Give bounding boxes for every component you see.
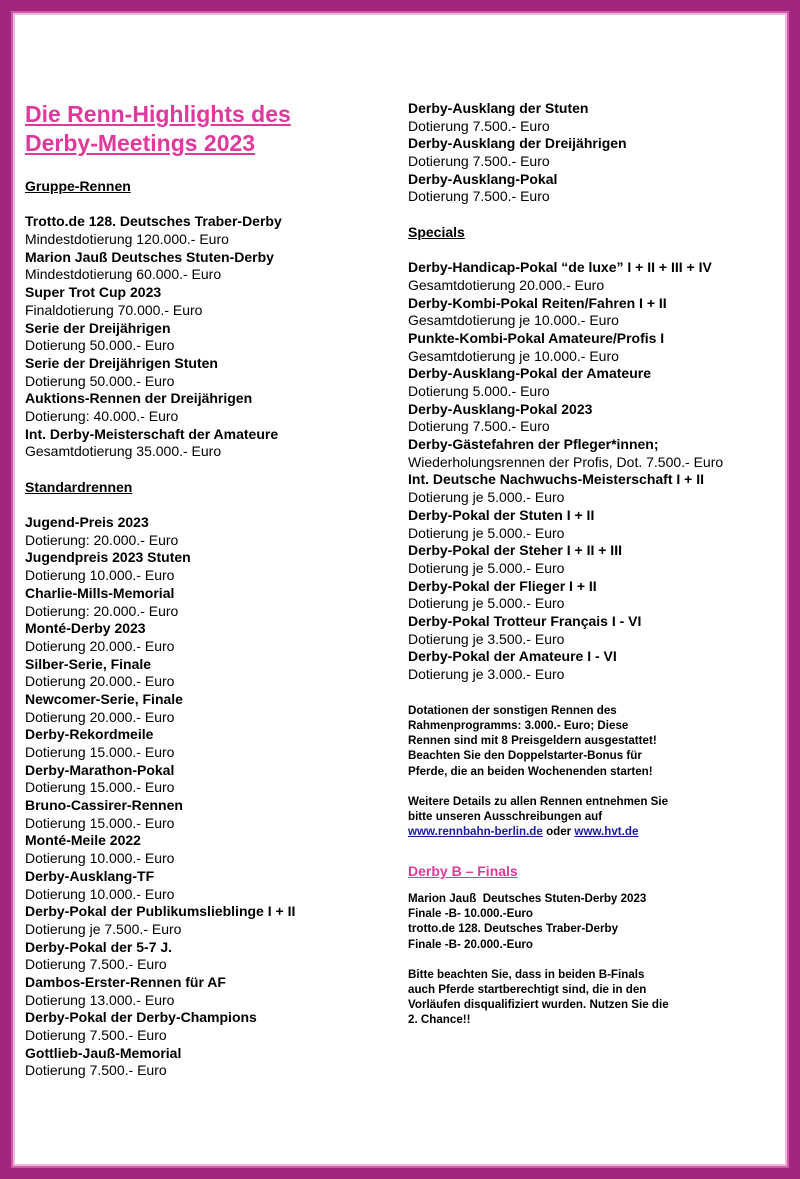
race-name: Jugendpreis 2023 Stuten bbox=[25, 549, 191, 566]
race-prize: Gesamtdotierung 35.000.- Euro bbox=[25, 443, 222, 460]
race-prize: Mindestdotierung 60.000.- Euro bbox=[25, 266, 222, 283]
race-entry bbox=[408, 401, 768, 436]
race-entry bbox=[25, 726, 385, 761]
race-prize: Dotierung 20.000.- Euro bbox=[25, 708, 175, 725]
race-name: Super Trot Cup 2023 bbox=[25, 284, 162, 301]
race-prize: Dotierung 15.000.- Euro bbox=[25, 814, 175, 831]
race-prize: Gesamtdotierung je 10.000.- Euro bbox=[408, 312, 619, 329]
race-entry bbox=[408, 542, 768, 577]
continued-race-list bbox=[408, 100, 768, 206]
race-prize: Dotierung 13.000.- Euro bbox=[25, 991, 175, 1008]
race-entry bbox=[408, 507, 768, 542]
race-name: Int. Derby-Meisterschaft der Amateure bbox=[25, 425, 279, 442]
standard-heading: Standardrennen bbox=[25, 478, 133, 495]
standard-race-list bbox=[25, 514, 385, 1080]
race-entry bbox=[25, 320, 385, 355]
race-entry bbox=[25, 939, 385, 974]
race-entry bbox=[25, 355, 385, 390]
race-prize: Dotierung 5.000.- Euro bbox=[408, 383, 550, 399]
race-entry bbox=[25, 1009, 385, 1044]
race-prize: Dotierung 10.000.- Euro bbox=[25, 850, 175, 867]
race-entry bbox=[25, 903, 385, 938]
race-name: Serie der Dreijährigen bbox=[25, 319, 171, 336]
race-name: Gottlieb-Jauß-Memorial bbox=[25, 1044, 182, 1061]
race-entry bbox=[25, 390, 385, 425]
page-title bbox=[25, 100, 385, 158]
bfinals-lines: Marion Jauß Deutsches Stuten-Derby 2023 Finale -B- 10.000.-Euro trotto.de 128. Deutsches Traber-Derby Finale -B- 20.000.-Euro bbox=[408, 892, 647, 951]
race-entry bbox=[25, 585, 385, 620]
race-name: Charlie-Mills-Memorial bbox=[25, 584, 175, 601]
race-entry bbox=[25, 974, 385, 1009]
title-line-2: Derby-Meetings 2023 bbox=[25, 130, 256, 156]
race-prize: Dotierung: 40.000.- Euro bbox=[25, 407, 179, 424]
race-name: Serie der Dreijährigen Stuten bbox=[25, 354, 218, 371]
race-name: Int. Deutsche Nachwuchs-Meisterschaft I + II bbox=[408, 471, 705, 488]
race-name: Auktions-Rennen der Dreijährigen bbox=[25, 390, 253, 407]
race-name: Bruno-Cassirer-Rennen bbox=[25, 797, 183, 814]
race-name: Marion Jauß Deutsches Stuten-Derby bbox=[25, 248, 274, 265]
race-name: Derby-Ausklang-Pokal bbox=[408, 170, 558, 187]
race-name: Derby-Pokal der Stuten I + II bbox=[408, 506, 595, 523]
race-name: Derby-Pokal der Amateure I - VI bbox=[408, 648, 617, 665]
race-name: Derby-Pokal der Derby-Champions bbox=[25, 1009, 257, 1026]
race-prize: Dotierung 7.500.- Euro bbox=[408, 153, 550, 170]
race-prize: Dotierung: 20.000.- Euro bbox=[25, 531, 179, 548]
race-entry bbox=[408, 330, 768, 365]
gruppe-heading: Gruppe-Rennen bbox=[25, 178, 131, 194]
race-prize: Dotierung je 5.000.- Euro bbox=[408, 559, 565, 576]
race-name: Derby-Ausklang der Stuten bbox=[408, 100, 589, 116]
race-entry bbox=[25, 620, 385, 655]
race-prize: Dotierung 50.000.- Euro bbox=[25, 372, 175, 389]
race-prize: Mindestdotierung 120.000.- Euro bbox=[25, 231, 229, 248]
race-name: Derby-Pokal der Flieger I + II bbox=[408, 577, 597, 594]
left-column bbox=[25, 100, 385, 1080]
race-entry bbox=[408, 171, 768, 206]
race-prize: Dotierung 15.000.- Euro bbox=[25, 744, 175, 760]
race-name: Derby-Ausklang-Pokal der Amateure bbox=[408, 365, 651, 382]
race-name: Punkte-Kombi-Pokal Amateure/Profis I bbox=[408, 329, 665, 346]
race-prize: Gesamtdotierung je 10.000.- Euro bbox=[408, 347, 619, 364]
title-line-1: Die Renn-Highlights des bbox=[25, 101, 291, 127]
race-entry bbox=[25, 832, 385, 867]
race-name: Derby-Pokal der Publikumslieblinge I + II bbox=[25, 903, 296, 920]
race-name: Derby-Ausklang-Pokal 2023 bbox=[408, 400, 593, 417]
race-prize: Dotierung 7.500.- Euro bbox=[25, 1062, 167, 1079]
race-prize: Dotierung 10.000.- Euro bbox=[25, 885, 175, 902]
bfinals-note: Bitte beachten Sie, dass in beiden B-Finals auch Pferde startberechtigt sind, die in den Vorläufen disqualifiziert wurden. Nutzen Sie die 2. Chance!! bbox=[408, 967, 669, 1027]
rennbahn-berlin-link[interactable]: www.rennbahn-berlin.de bbox=[408, 825, 543, 839]
race-name: Derby-Marathon-Pokal bbox=[25, 761, 175, 778]
race-entry bbox=[408, 135, 768, 170]
race-entry bbox=[408, 259, 768, 294]
race-prize: Dotierung je 5.000.- Euro bbox=[408, 489, 565, 506]
race-entry bbox=[25, 284, 385, 319]
race-name: Silber-Serie, Finale bbox=[25, 655, 152, 672]
race-name: Derby-Pokal der Steher I + II + III bbox=[408, 542, 622, 559]
race-name: Derby-Rekordmeile bbox=[25, 726, 154, 743]
specials-race-list bbox=[408, 259, 768, 684]
race-prize: Wiederholungsrennen der Profis, Dot. 7.500.- Euro bbox=[408, 453, 724, 470]
race-prize: Dotierung 20.000.- Euro bbox=[25, 637, 175, 654]
race-prize: Gesamtdotierung 20.000.- Euro bbox=[408, 276, 605, 293]
race-name: Derby-Ausklang-TF bbox=[25, 867, 155, 884]
race-entry bbox=[408, 295, 768, 330]
race-name: Derby-Kombi-Pokal Reiten/Fahren I + II bbox=[408, 294, 667, 311]
race-entry bbox=[25, 762, 385, 797]
race-name: Derby-Handicap-Pokal “de luxe” I + II + III + IV bbox=[408, 259, 712, 276]
race-prize: Dotierung je 7.500.- Euro bbox=[25, 920, 182, 937]
race-name: Newcomer-Serie, Finale bbox=[25, 690, 183, 707]
race-entry bbox=[25, 656, 385, 691]
race-entry bbox=[408, 578, 768, 613]
race-name: Derby-Pokal Trotteur Français I - VI bbox=[408, 612, 642, 629]
race-entry bbox=[25, 691, 385, 726]
race-name: Jugend-Preis 2023 bbox=[25, 514, 149, 531]
race-name: Derby-Ausklang der Dreijährigen bbox=[408, 135, 627, 152]
race-prize: Dotierung je 5.000.- Euro bbox=[408, 524, 565, 541]
race-prize: Dotierung 10.000.- Euro bbox=[25, 567, 175, 584]
race-prize: Dotierung 7.500.- Euro bbox=[25, 1027, 167, 1043]
race-entry bbox=[25, 249, 385, 284]
race-entry bbox=[408, 436, 768, 471]
race-entry bbox=[25, 549, 385, 584]
race-prize: Dotierung 7.500.- Euro bbox=[408, 117, 550, 134]
race-prize: Dotierung 7.500.- Euro bbox=[408, 418, 550, 435]
race-prize: Finaldotierung 70.000.- Euro bbox=[25, 301, 203, 318]
race-prize: Dotierung: 20.000.- Euro bbox=[25, 602, 179, 619]
race-prize: Dotierung je 5.000.- Euro bbox=[408, 595, 565, 612]
specials-heading: Specials bbox=[408, 223, 465, 240]
race-entry bbox=[408, 100, 768, 135]
race-name: Dambos-Erster-Rennen für AF bbox=[25, 973, 226, 990]
dotation-note: Dotationen der sonstigen Rennen des Rahmenprogramms: 3.000.- Euro; Diese Rennen sind mit 8 Preisgeldern ausgestattet! Beachten Sie den Doppelstarter-Bonus für Pferde, die an beiden Wochenenden starten! bbox=[408, 703, 657, 778]
race-entry bbox=[25, 797, 385, 832]
race-name: Monté-Derby 2023 bbox=[25, 620, 146, 637]
details-note: Weitere Details zu allen Rennen entnehmen Sie bitte unseren Ausschreibungen auf www.rennbahn-berlin.de oder www.hvt.de bbox=[408, 794, 669, 839]
race-name: Derby-Pokal der 5-7 J. bbox=[25, 938, 173, 955]
race-entry bbox=[408, 613, 768, 648]
race-name: Monté-Meile 2022 bbox=[25, 832, 141, 849]
bfinals-heading: Derby B – Finals bbox=[408, 863, 518, 880]
race-entry bbox=[25, 426, 385, 461]
race-prize: Dotierung je 3.500.- Euro bbox=[408, 630, 565, 647]
right-column bbox=[408, 100, 768, 1028]
race-entry bbox=[25, 514, 385, 549]
race-prize: Dotierung 7.500.- Euro bbox=[25, 956, 167, 973]
race-entry bbox=[408, 471, 768, 506]
race-prize: Dotierung 20.000.- Euro bbox=[25, 673, 175, 690]
race-entry bbox=[25, 213, 385, 248]
hvt-link[interactable]: www.hvt.de bbox=[574, 825, 639, 839]
race-prize: Dotierung 15.000.- Euro bbox=[25, 779, 175, 796]
race-prize: Dotierung je 3.000.- Euro bbox=[408, 666, 565, 682]
race-entry bbox=[25, 1045, 385, 1080]
race-prize: Dotierung 7.500.- Euro bbox=[408, 188, 550, 205]
gruppe-race-list bbox=[25, 213, 385, 461]
race-entry bbox=[408, 365, 768, 400]
race-name: Trotto.de 128. Deutsches Traber-Derby bbox=[25, 213, 282, 230]
race-prize: Dotierung 50.000.- Euro bbox=[25, 337, 175, 354]
race-name: Derby-Gästefahren der Pfleger*innen; bbox=[408, 436, 659, 453]
race-entry bbox=[25, 868, 385, 903]
race-entry bbox=[408, 648, 768, 683]
